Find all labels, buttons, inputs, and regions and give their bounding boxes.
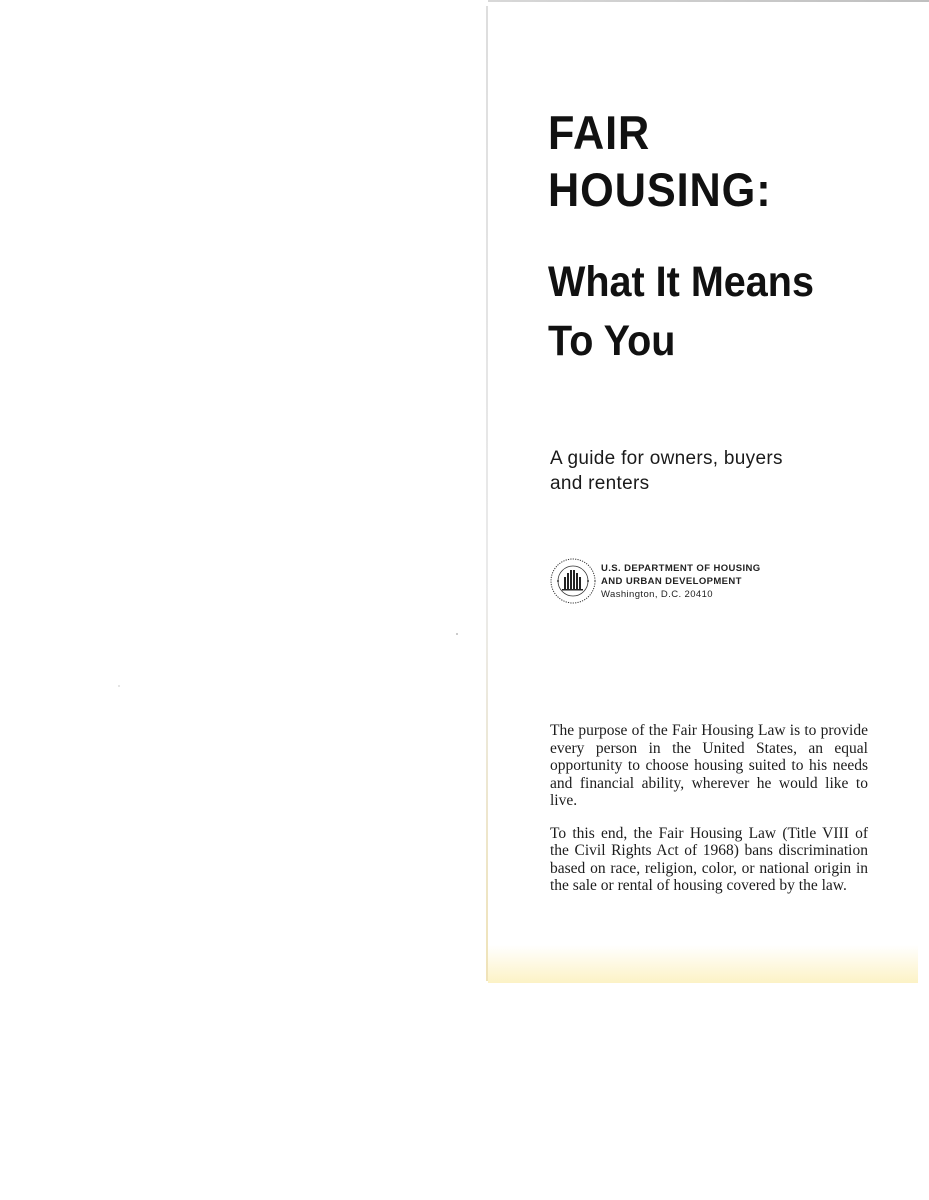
- agency-address: Washington, D.C. 20410: [601, 588, 713, 600]
- page-subtitle: [548, 253, 814, 371]
- page-top-edge: [488, 0, 929, 2]
- agency-line-2: AND URBAN DEVELOPMENT: [601, 575, 742, 587]
- guide-line-2: and renters: [550, 473, 650, 494]
- page-title: [548, 104, 772, 218]
- body-paragraph-2: To this end, the Fair Housing Law (Title VIII of the Civil Rights Act of 1968) bans discrimination based on race, religion, color, or national origin in the sale or rental of housing covered by the law.: [550, 824, 868, 894]
- body-paragraph-1: The purpose of the Fair Housing Law is to provide every person in the United States, an equal opportunity to choose housing suited to his needs and financial ability, wherever he would like to live.: [550, 722, 868, 809]
- agency-line-1: U.S. DEPARTMENT OF HOUSING: [601, 562, 761, 574]
- body-text: [550, 722, 868, 910]
- agency-name: [601, 562, 761, 601]
- title-line-1: FAIR: [548, 106, 651, 159]
- page-fold-line: [486, 6, 488, 981]
- agency-block: [549, 557, 761, 605]
- guide-tagline: [550, 446, 783, 496]
- guide-line-1: A guide for owners, buyers: [550, 448, 783, 469]
- subtitle-line-2: To You: [548, 317, 676, 365]
- paper-stain: [488, 945, 918, 983]
- paper-speck: [456, 633, 458, 635]
- paper-speck: [118, 685, 120, 687]
- hud-seal-icon: [549, 557, 597, 605]
- title-line-2: HOUSING:: [548, 163, 772, 216]
- subtitle-line-1: What It Means: [548, 258, 814, 306]
